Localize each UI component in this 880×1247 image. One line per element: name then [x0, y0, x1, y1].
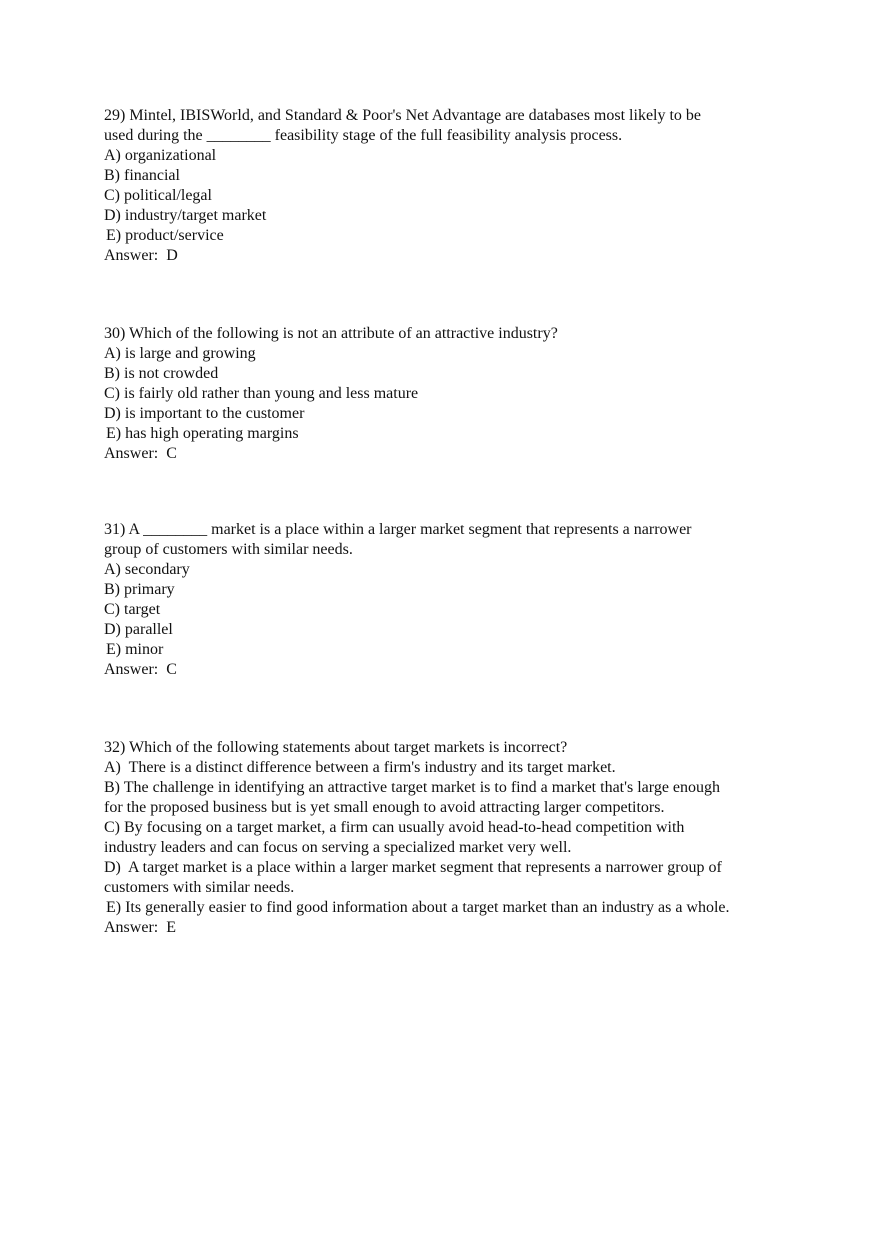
- option-d: D) is important to the customer: [104, 405, 305, 422]
- option-d: D) industry/target market: [104, 207, 267, 224]
- question-30: [104, 324, 558, 464]
- option-a: A) secondary: [104, 561, 190, 578]
- option-a: A) is large and growing: [104, 345, 256, 362]
- question-29: [104, 106, 701, 266]
- answer-line: Answer: C: [104, 445, 177, 462]
- option-d: D) parallel: [104, 621, 173, 638]
- question-stem-line: 30) Which of the following is not an attribute of an attractive industry?: [104, 325, 558, 342]
- answer-line: Answer: C: [104, 661, 177, 678]
- option-c: C) is fairly old rather than young and less mature: [104, 385, 419, 402]
- option-d-continued: customers with similar needs.: [104, 879, 295, 896]
- option-b: B) primary: [104, 581, 175, 598]
- question-stem-line: used during the ________ feasibility stage of the full feasibility analysis process.: [104, 127, 623, 144]
- question-stem-line: group of customers with similar needs.: [104, 541, 353, 558]
- option-b: B) financial: [104, 167, 180, 184]
- option-c: C) target: [104, 601, 161, 618]
- answer-line: Answer: E: [104, 919, 176, 936]
- option-b: B) is not crowded: [104, 365, 219, 382]
- answer-line: Answer: D: [104, 247, 178, 264]
- option-e: E) has high operating margins: [106, 425, 299, 442]
- option-e: E) Its generally easier to find good information about a target market than an industry as a whole.: [106, 899, 730, 916]
- option-c: C) political/legal: [104, 187, 212, 204]
- option-e: E) product/service: [106, 227, 224, 244]
- option-a: A) organizational: [104, 147, 217, 164]
- option-c: C) By focusing on a target market, a firm can usually avoid head-to-head competition with: [104, 819, 685, 836]
- question-stem-line: 29) Mintel, IBISWorld, and Standard & Poor's Net Advantage are databases most likely to be: [104, 107, 702, 124]
- option-c-continued: industry leaders and can focus on serving a specialized market very well.: [104, 839, 572, 856]
- option-b: B) The challenge in identifying an attractive target market is to find a market that's large enough: [104, 779, 721, 796]
- question-31: [104, 520, 692, 680]
- option-d: D) A target market is a place within a larger market segment that represents a narrower group of: [104, 859, 722, 876]
- question-stem-line: 31) A ________ market is a place within a larger market segment that represents a narrower: [104, 521, 692, 538]
- option-b-continued: for the proposed business but is yet small enough to avoid attracting larger competitors.: [104, 799, 665, 816]
- option-e: E) minor: [106, 641, 164, 658]
- option-a: A) There is a distinct difference between a firm's industry and its target market.: [104, 759, 616, 776]
- question-stem-line: 32) Which of the following statements about target markets is incorrect?: [104, 739, 568, 756]
- question-32: [104, 738, 730, 938]
